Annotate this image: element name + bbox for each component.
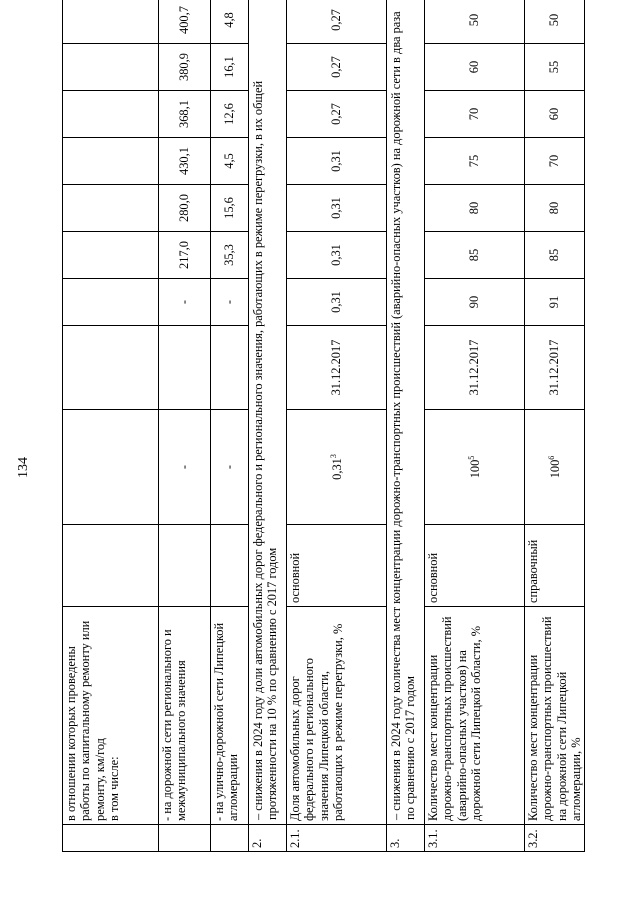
value: 55 [525, 44, 585, 91]
value: 430,1 [159, 138, 211, 185]
base-value: - [211, 410, 249, 525]
value: 0,31 [287, 185, 387, 232]
table-row-road-reg [159, 0, 211, 852]
value: 16,1 [211, 44, 249, 91]
table-row-goal-2 [249, 0, 287, 852]
value: 15,6 [211, 185, 249, 232]
row-number: 3.2. [525, 825, 585, 852]
value: 60 [525, 91, 585, 138]
value: 380,9 [159, 44, 211, 91]
base-date: 31.12.2017 [425, 326, 525, 410]
value: 217,0 [159, 232, 211, 279]
row-label: в отношении которых проведены работы по капитальному ремонту или ремонту, км/год [64, 620, 107, 821]
page-number: 134 [16, 457, 31, 478]
value: 0,27 [287, 0, 387, 44]
base-date: 31.12.2017 [525, 326, 585, 410]
value: 0,31 [287, 232, 387, 279]
indicator-type: основной [287, 525, 387, 607]
table-row-3-2 [525, 0, 585, 852]
row-label: Доля автомобильных дорог федерального и регионального значения Липецкой области, работающих в режиме перегрузки, % [287, 607, 387, 825]
table-row-intro [63, 0, 159, 852]
value: 4,5 [211, 138, 249, 185]
row-label: - на дорожной сети регионального и межмуниципального значения [159, 607, 211, 825]
indicator-type: справочный [525, 525, 585, 607]
row-label: Количество мест концентрации дорожно-транспортных происшествий на дорожной сети Липецкой агломерации, % [525, 607, 585, 825]
table-row-goal-3 [387, 0, 425, 852]
value: 75 [425, 138, 525, 185]
value: 60 [425, 44, 525, 91]
base-date: 31.12.2017 [287, 326, 387, 410]
table-row-3-1 [425, 0, 525, 852]
table-row-road-city [211, 0, 249, 852]
goal-text: – снижения в 2024 году доли автомобильных дорог федерального и регионального значения, работающих в режиме перегрузки, в их общей протяженности на 10 % по сравнению с 2017 годом [249, 0, 287, 825]
value: 0,31 [287, 138, 387, 185]
value-2018: 0,31 [287, 279, 387, 326]
value: 12,6 [211, 91, 249, 138]
value: 400,7 [159, 0, 211, 44]
value: 70 [525, 138, 585, 185]
base-value: - [159, 410, 211, 525]
value-2018: - [211, 279, 249, 326]
row-number: 3.1. [425, 825, 525, 852]
indicators-table [62, 0, 585, 852]
value: 80 [425, 185, 525, 232]
table-row-2-1 [287, 0, 387, 852]
base-value: $100^6$ [525, 410, 585, 525]
value: 0,27 [287, 44, 387, 91]
row-number: 2.1. [287, 825, 387, 852]
row-label: - на улично-дорожной сети Липецкой агломерации [211, 607, 249, 825]
value-2018: - [159, 279, 211, 326]
base-value: $100^5$ [425, 410, 525, 525]
value: 85 [525, 232, 585, 279]
value: 50 [525, 0, 585, 44]
value: 280,0 [159, 185, 211, 232]
row-number: 3. [387, 825, 425, 852]
base-value: 0,31$^3$ [287, 410, 387, 525]
value: 50 [425, 0, 525, 44]
value-2018: 91 [525, 279, 585, 326]
row-label-sub: в том числе: [106, 756, 121, 821]
row-label: Количество мест концентрации дорожно-транспортных происшествий (аварийно-опасных участков) на дорожной сети Липецкой области, % [425, 607, 525, 825]
value: 0,27 [287, 91, 387, 138]
row-number: 2. [249, 825, 287, 852]
value: 35,3 [211, 232, 249, 279]
value: 80 [525, 185, 585, 232]
value: 70 [425, 91, 525, 138]
value: 368,1 [159, 91, 211, 138]
value: 4,8 [211, 0, 249, 44]
indicator-type: основной [425, 525, 525, 607]
rotated-page [62, 6, 583, 852]
goal-text: – снижения в 2024 году количества мест концентрации дорожно-транспортных происшествий (аварийно-опасных участков) на дорожной сети в два раза по сравнению с 2017 годом [387, 0, 425, 825]
value: 85 [425, 232, 525, 279]
value-2018: 90 [425, 279, 525, 326]
